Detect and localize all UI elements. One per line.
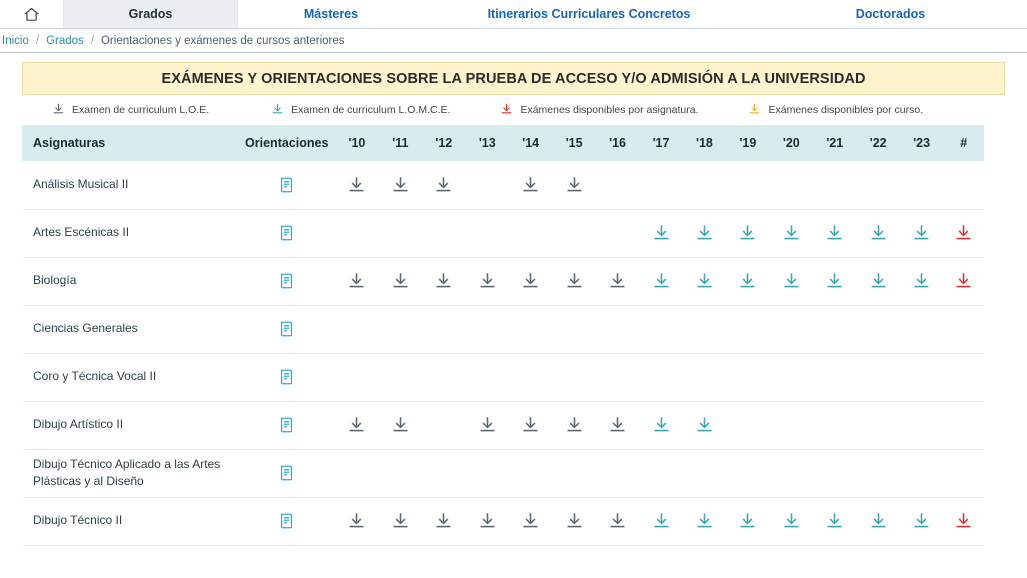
exam-cell-year-20 — [770, 353, 813, 401]
exam-cell-year-14[interactable] — [509, 497, 552, 545]
legend-label: Exámenes disponibles por asignatura. — [520, 104, 699, 116]
exam-cell-year-17[interactable] — [639, 209, 682, 257]
exam-cell-year-20[interactable] — [770, 497, 813, 545]
exam-cell-year-12[interactable] — [422, 497, 465, 545]
column-header-year-15: '15 — [552, 125, 595, 161]
subject-name: Coro y Técnica Vocal II — [22, 353, 238, 401]
exam-cell-year-16[interactable] — [596, 497, 639, 545]
nav-tab-grados[interactable] — [64, 0, 238, 28]
column-header-asignaturas: Asignaturas — [22, 125, 238, 161]
table-row — [22, 353, 984, 401]
orientaciones-cell[interactable] — [238, 209, 335, 257]
download-icon[interactable] — [727, 511, 768, 531]
subject-name: Dibujo Técnico Aplicado a las Artes Plásticas y al Diseño — [22, 449, 238, 497]
exam-cell-all — [943, 401, 984, 449]
column-header-hash: # — [943, 125, 984, 161]
exam-cell-year-11[interactable] — [379, 161, 422, 209]
nav-tab-doctorados[interactable] — [754, 0, 1027, 28]
document-icon[interactable] — [239, 367, 334, 387]
exam-cell-year-18 — [683, 305, 726, 353]
exam-cell-year-18[interactable] — [683, 401, 726, 449]
exam-cell-year-21 — [813, 305, 856, 353]
column-header-year-17: '17 — [639, 125, 682, 161]
download-icon[interactable] — [597, 415, 638, 435]
exam-cell-year-10 — [335, 449, 378, 497]
exam-cell-year-22[interactable] — [856, 209, 899, 257]
exam-cell-year-14[interactable] — [509, 401, 552, 449]
legend-item-lomce — [271, 102, 450, 119]
exam-cell-year-21 — [813, 401, 856, 449]
breadcrumb-separator: / — [35, 34, 40, 47]
exam-cell-year-21[interactable] — [813, 497, 856, 545]
exam-cell-year-15[interactable] — [552, 401, 595, 449]
exams-table — [22, 125, 984, 546]
breadcrumb-current: Orientaciones y exámenes de cursos anteriores — [100, 34, 345, 47]
table-row — [22, 257, 984, 305]
exam-cell-year-15[interactable] — [552, 161, 595, 209]
page-title: EXÁMENES Y ORIENTACIONES SOBRE LA PRUEBA DE ACCESO Y/O ADMISIÓN A LA UNIVERSIDAD — [161, 70, 866, 87]
table-row — [22, 305, 984, 353]
exam-cell-year-12[interactable] — [422, 161, 465, 209]
download-icon[interactable] — [467, 511, 508, 531]
table-row — [22, 209, 984, 257]
exam-cell-year-17 — [639, 353, 682, 401]
download-icon[interactable] — [380, 415, 421, 435]
column-header-year-18: '18 — [683, 125, 726, 161]
exam-cell-year-12[interactable] — [422, 257, 465, 305]
column-header-year-10: '10 — [335, 125, 378, 161]
download-icon[interactable] — [553, 511, 594, 531]
subject-name: Dibujo Artístico II — [22, 401, 238, 449]
download-icon[interactable] — [640, 223, 681, 243]
download-icon[interactable] — [380, 175, 421, 195]
exam-cell-year-22[interactable] — [856, 257, 899, 305]
exam-cell-year-20[interactable] — [770, 257, 813, 305]
legend-item-por-curso — [748, 102, 923, 119]
orientaciones-cell[interactable] — [238, 449, 335, 497]
exam-cell-year-10 — [335, 353, 378, 401]
subject-name: Análisis Musical II — [22, 161, 238, 209]
download-icon[interactable] — [771, 223, 812, 243]
exam-cell-year-15 — [552, 209, 595, 257]
orientaciones-cell[interactable] — [238, 161, 335, 209]
exam-cell-year-14[interactable] — [509, 161, 552, 209]
download-icon[interactable] — [857, 511, 898, 531]
download-icon[interactable] — [771, 511, 812, 531]
download-icon[interactable] — [771, 271, 812, 291]
download-icon[interactable] — [510, 511, 551, 531]
exam-cell-year-10[interactable] — [335, 161, 378, 209]
document-icon[interactable] — [239, 223, 334, 243]
legend — [22, 95, 1005, 125]
exam-cell-year-15 — [552, 353, 595, 401]
exam-cell-year-19[interactable] — [726, 209, 769, 257]
download-icon[interactable] — [336, 175, 377, 195]
table-row — [22, 449, 984, 497]
exam-cell-year-18[interactable] — [683, 257, 726, 305]
exam-cell-year-20 — [770, 401, 813, 449]
download-icon[interactable] — [901, 223, 942, 243]
exam-cell-year-21[interactable] — [813, 209, 856, 257]
exam-cell-year-11 — [379, 305, 422, 353]
document-icon[interactable] — [239, 175, 334, 195]
download-icon[interactable] — [640, 415, 681, 435]
exam-cell-year-11[interactable] — [379, 497, 422, 545]
exam-cell-year-19[interactable] — [726, 497, 769, 545]
exam-cell-year-21 — [813, 449, 856, 497]
exam-cell-year-23[interactable] — [900, 497, 943, 545]
document-icon[interactable] — [239, 463, 334, 483]
download-icon[interactable] — [944, 511, 983, 531]
exam-cell-year-23 — [900, 305, 943, 353]
download-icon[interactable] — [727, 271, 768, 291]
download-icon[interactable] — [510, 271, 551, 291]
download-icon[interactable] — [553, 271, 594, 291]
orientaciones-cell[interactable] — [238, 305, 335, 353]
exam-cell-year-17[interactable] — [639, 257, 682, 305]
exam-cell-year-15 — [552, 305, 595, 353]
download-icon[interactable] — [640, 271, 681, 291]
exam-cell-year-21 — [813, 161, 856, 209]
download-icon[interactable] — [553, 175, 594, 195]
top-navigation — [0, 0, 1027, 29]
exam-cell-year-16 — [596, 449, 639, 497]
exam-cell-year-19 — [726, 305, 769, 353]
download-icon — [748, 102, 761, 119]
legend-item-por-asignatura — [500, 102, 698, 119]
download-icon[interactable] — [380, 511, 421, 531]
exam-cell-all[interactable] — [943, 209, 984, 257]
exam-cell-year-20[interactable] — [770, 209, 813, 257]
download-icon[interactable] — [640, 511, 681, 531]
exam-cell-year-11 — [379, 449, 422, 497]
breadcrumb — [0, 29, 1027, 53]
exam-cell-year-22 — [856, 161, 899, 209]
exam-cell-year-16[interactable] — [596, 257, 639, 305]
exam-cell-year-17 — [639, 161, 682, 209]
exam-cell-year-23[interactable] — [900, 257, 943, 305]
exam-cell-year-15 — [552, 449, 595, 497]
exam-cell-year-12 — [422, 353, 465, 401]
download-icon[interactable] — [336, 415, 377, 435]
column-header-year-16: '16 — [596, 125, 639, 161]
document-icon[interactable] — [239, 319, 334, 339]
exam-cell-year-22[interactable] — [856, 497, 899, 545]
nav-tab-itinerarios-label: Itinerarios Curriculares Concretos — [487, 7, 691, 21]
download-icon[interactable] — [684, 223, 725, 243]
download-icon[interactable] — [597, 271, 638, 291]
exam-cell-year-10[interactable] — [335, 401, 378, 449]
column-header-year-19: '19 — [726, 125, 769, 161]
exam-cell-year-19 — [726, 449, 769, 497]
orientaciones-cell[interactable] — [238, 401, 335, 449]
exam-cell-year-13 — [466, 161, 509, 209]
exam-cell-year-19 — [726, 401, 769, 449]
exam-cell-year-19 — [726, 353, 769, 401]
exam-cell-year-17 — [639, 305, 682, 353]
exam-cell-year-11[interactable] — [379, 401, 422, 449]
exam-cell-year-17[interactable] — [639, 401, 682, 449]
exam-cell-year-19[interactable] — [726, 257, 769, 305]
legend-item-loe — [52, 102, 209, 119]
download-icon — [52, 102, 65, 119]
download-icon[interactable] — [814, 271, 855, 291]
download-icon[interactable] — [553, 415, 594, 435]
exam-cell-year-22 — [856, 305, 899, 353]
exam-cell-year-23 — [900, 449, 943, 497]
download-icon[interactable] — [814, 223, 855, 243]
download-icon[interactable] — [944, 271, 983, 291]
download-icon[interactable] — [336, 271, 377, 291]
home-icon — [23, 6, 40, 23]
exam-cell-year-23 — [900, 353, 943, 401]
legend-label: Examen de curriculum L.O.E. — [72, 104, 210, 116]
column-header-year-20: '20 — [770, 125, 813, 161]
download-icon[interactable] — [423, 175, 464, 195]
document-icon[interactable] — [239, 511, 334, 531]
exam-cell-year-23[interactable] — [900, 209, 943, 257]
download-icon[interactable] — [467, 415, 508, 435]
exam-cell-year-17 — [639, 449, 682, 497]
nav-tab-doctorados-label: Doctorados — [855, 7, 926, 21]
download-icon[interactable] — [684, 511, 725, 531]
exams-table-body — [22, 161, 984, 545]
download-icon[interactable] — [597, 511, 638, 531]
legend-label: Exámenes disponibles por curso. — [768, 104, 924, 116]
column-header-year-12: '12 — [422, 125, 465, 161]
exam-cell-year-13[interactable] — [466, 257, 509, 305]
exam-cell-year-18 — [683, 353, 726, 401]
orientaciones-cell[interactable] — [238, 257, 335, 305]
exam-cell-year-10 — [335, 305, 378, 353]
column-header-year-21: '21 — [813, 125, 856, 161]
exam-cell-year-10 — [335, 209, 378, 257]
exam-cell-year-23 — [900, 161, 943, 209]
exam-cell-all — [943, 449, 984, 497]
download-icon[interactable] — [727, 223, 768, 243]
subject-name: Dibujo Técnico II — [22, 497, 238, 545]
document-icon[interactable] — [239, 415, 334, 435]
table-row — [22, 401, 984, 449]
exam-cell-year-22 — [856, 449, 899, 497]
download-icon[interactable] — [901, 511, 942, 531]
column-header-year-22: '22 — [856, 125, 899, 161]
orientaciones-cell[interactable] — [238, 497, 335, 545]
exam-cell-year-16[interactable] — [596, 401, 639, 449]
download-icon[interactable] — [901, 271, 942, 291]
exam-cell-year-18[interactable] — [683, 209, 726, 257]
exam-cell-year-11 — [379, 353, 422, 401]
document-icon[interactable] — [239, 271, 334, 291]
exam-cell-all — [943, 353, 984, 401]
exam-cell-year-10[interactable] — [335, 497, 378, 545]
exam-cell-year-21 — [813, 353, 856, 401]
exam-cell-year-14 — [509, 449, 552, 497]
exam-cell-year-13 — [466, 305, 509, 353]
exam-cell-year-23 — [900, 401, 943, 449]
subject-name: Biología — [22, 257, 238, 305]
column-header-year-13: '13 — [466, 125, 509, 161]
nav-tab-masteres-label: Másteres — [303, 7, 359, 21]
exam-cell-year-19 — [726, 161, 769, 209]
column-header-year-11: '11 — [379, 125, 422, 161]
download-icon — [271, 102, 284, 119]
exam-cell-year-20 — [770, 305, 813, 353]
breadcrumb-link-grados[interactable]: Grados — [46, 34, 84, 47]
download-icon[interactable] — [336, 511, 377, 531]
download-icon[interactable] — [857, 223, 898, 243]
exam-cell-year-20 — [770, 161, 813, 209]
exam-cell-year-16 — [596, 353, 639, 401]
breadcrumb-separator: / — [90, 34, 94, 47]
exam-cell-year-13[interactable] — [466, 401, 509, 449]
exam-cell-year-20 — [770, 449, 813, 497]
exam-cell-year-21[interactable] — [813, 257, 856, 305]
exam-cell-all — [943, 161, 984, 209]
exam-cell-year-11[interactable] — [379, 257, 422, 305]
exam-cell-year-14 — [509, 353, 552, 401]
nav-home-button[interactable] — [0, 0, 64, 28]
exam-cell-year-10[interactable] — [335, 257, 378, 305]
nav-tab-grados-label: Grados — [128, 7, 173, 21]
exam-cell-year-12 — [422, 209, 465, 257]
exam-cell-year-14[interactable] — [509, 257, 552, 305]
breadcrumb-link-inicio[interactable]: Inicio — [2, 34, 29, 47]
exam-cell-year-16 — [596, 305, 639, 353]
column-header-year-14: '14 — [509, 125, 552, 161]
download-icon[interactable] — [684, 271, 725, 291]
exam-cell-year-13[interactable] — [466, 497, 509, 545]
exam-cell-year-12 — [422, 305, 465, 353]
exams-table-header — [22, 125, 984, 161]
legend-label: Examen de curriculum L.O.M.C.E. — [291, 104, 451, 116]
exam-cell-year-22 — [856, 353, 899, 401]
table-header-row — [22, 125, 984, 161]
download-icon[interactable] — [423, 271, 464, 291]
download-icon[interactable] — [684, 415, 725, 435]
column-header-year-23: '23 — [900, 125, 943, 161]
table-row — [22, 497, 984, 545]
exam-cell-year-12 — [422, 449, 465, 497]
orientaciones-cell[interactable] — [238, 353, 335, 401]
download-icon[interactable] — [944, 223, 983, 243]
download-icon[interactable] — [857, 271, 898, 291]
column-header-orientaciones: Orientaciones — [238, 125, 335, 161]
download-icon[interactable] — [467, 271, 508, 291]
exam-cell-year-13 — [466, 449, 509, 497]
subject-name: Artes Escénicas II — [22, 209, 238, 257]
exam-cell-all[interactable] — [943, 257, 984, 305]
exam-cell-year-16 — [596, 209, 639, 257]
download-icon[interactable] — [380, 271, 421, 291]
exam-cell-year-14 — [509, 209, 552, 257]
download-icon[interactable] — [510, 175, 551, 195]
page-title-banner — [22, 62, 1005, 95]
exam-cell-year-11 — [379, 209, 422, 257]
exam-cell-year-13 — [466, 209, 509, 257]
subject-name: Ciencias Generales — [22, 305, 238, 353]
download-icon[interactable] — [423, 511, 464, 531]
exam-cell-year-12 — [422, 401, 465, 449]
exam-cell-year-18[interactable] — [683, 497, 726, 545]
download-icon[interactable] — [814, 511, 855, 531]
nav-tab-masteres[interactable] — [238, 0, 424, 28]
exam-cell-year-18 — [683, 161, 726, 209]
exam-cell-year-14 — [509, 305, 552, 353]
exam-cell-year-18 — [683, 449, 726, 497]
page-content — [0, 53, 1027, 546]
table-row — [22, 161, 984, 209]
download-icon — [500, 102, 513, 119]
exam-cell-year-22 — [856, 401, 899, 449]
exam-cell-year-17[interactable] — [639, 497, 682, 545]
exam-cell-year-15[interactable] — [552, 497, 595, 545]
exam-cell-year-15[interactable] — [552, 257, 595, 305]
exam-cell-all — [943, 305, 984, 353]
exam-cell-all[interactable] — [943, 497, 984, 545]
download-icon[interactable] — [510, 415, 551, 435]
exam-cell-year-16 — [596, 161, 639, 209]
exam-cell-year-13 — [466, 353, 509, 401]
nav-tab-itinerarios[interactable] — [424, 0, 754, 28]
